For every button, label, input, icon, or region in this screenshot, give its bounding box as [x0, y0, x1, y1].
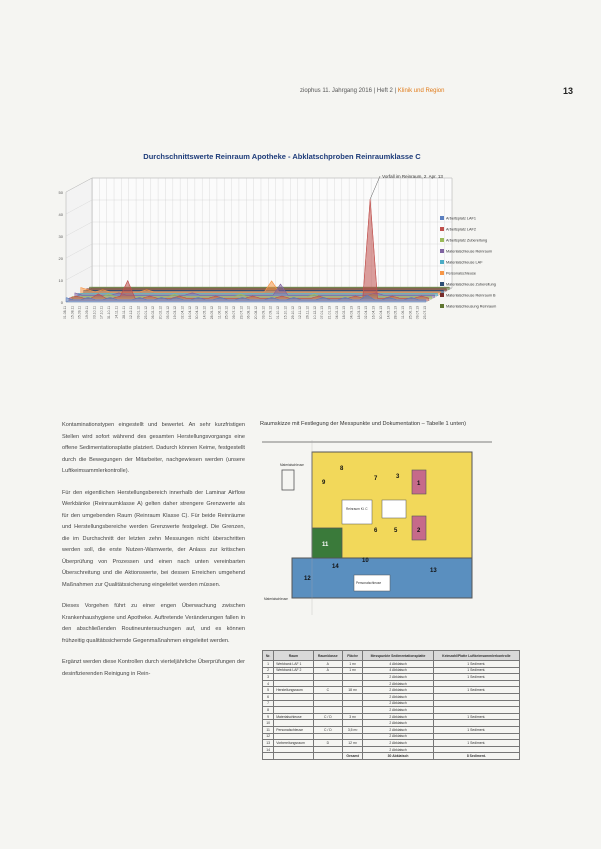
x-tick-label: 05.09.11	[77, 306, 82, 319]
chart-side-wall	[66, 178, 92, 302]
legend-label: Materialschleuse Reinraum	[446, 249, 493, 254]
legend-label: Arbeitsplatz LAF1	[446, 216, 476, 221]
table-cell	[274, 733, 314, 740]
table-cell: 2 Abklatsch	[363, 713, 433, 720]
point-label: 6	[374, 528, 378, 534]
chart-back-wall	[92, 178, 452, 288]
table-cell: A	[313, 661, 342, 668]
table-cell: 14	[263, 746, 274, 753]
table-cell: Herstellungsraum	[274, 687, 314, 694]
table-cell	[313, 674, 342, 681]
table-cell	[433, 720, 519, 727]
table-cell: 13	[263, 740, 274, 747]
table-row	[263, 733, 520, 740]
point-label: 5	[394, 528, 398, 534]
x-tick-label: 18.02.13	[342, 306, 347, 320]
table-cell	[342, 707, 363, 714]
table-header: Fläche	[342, 651, 363, 661]
table-cell: 30 Abklatsch	[363, 753, 433, 760]
table-cell	[342, 720, 363, 727]
point-label: 14	[332, 564, 339, 570]
x-tick-label: 14.05.12	[202, 306, 207, 320]
room-label: Materialschleuse	[280, 463, 304, 467]
table-cell: 6	[263, 693, 274, 700]
table-cell	[342, 693, 363, 700]
x-tick-label: 17.10.11	[99, 306, 104, 319]
measurement-table	[262, 650, 520, 760]
table-cell: 8	[263, 707, 274, 714]
table-cell: 9	[263, 713, 274, 720]
legend-swatch	[440, 293, 444, 297]
paragraph: Dieses Vorgehen führt zu einer engen Überwachung zwischen Krankenhaushygiene und Apotheke. Auftretende Veränderungen fallen in den abschließenden Routineuntersuchungen auf, und es können frühzeitig qualitätssichernde Gegenmaßnahmen eingeleitet werden.	[62, 603, 245, 644]
table-row	[263, 746, 520, 753]
table-cell	[274, 746, 314, 753]
x-tick-label: 15.08.11	[70, 306, 75, 319]
table-header: Raumklasse	[313, 651, 342, 661]
table-header: Keimzahl/Platte Luftkeimsammlerkontrolle	[433, 651, 519, 661]
table-cell: 1 Sediment.	[433, 661, 519, 668]
table-cell: Gesamt	[342, 753, 363, 760]
table-header-row	[263, 651, 520, 661]
x-tick-label: 20.08.12	[254, 306, 259, 320]
x-tick-label: 15.10.12	[283, 306, 288, 320]
table-row	[263, 740, 520, 747]
y-tick-label: 40	[58, 212, 63, 217]
table-cell: 3 m²	[342, 713, 363, 720]
body-left-column	[62, 420, 245, 690]
legend-swatch	[440, 304, 444, 308]
table-cell	[274, 753, 314, 760]
x-tick-label: 23.01.12	[143, 306, 148, 320]
x-tick-label: 14.05.13	[386, 306, 391, 320]
point-label: 1	[417, 481, 421, 487]
x-tick-label: 01.10.12	[276, 306, 281, 320]
x-tick-label: 19.03.12	[173, 306, 178, 320]
section-label: Klinik und Region	[397, 88, 445, 94]
x-tick-label: 21.01.13	[327, 306, 332, 320]
table-cell	[313, 693, 342, 700]
table-cell: C / D	[313, 726, 342, 733]
x-tick-label: 29.10.12	[290, 306, 295, 320]
table-cell: 2 Abklatsch	[363, 720, 433, 727]
x-tick-label: 28.05.13	[393, 306, 398, 320]
paragraph: Ergänzt werden diese Kontrollen durch vierteljährliche Überprüfungen der desinfizierenden Reinigung in Rein-	[62, 659, 245, 677]
table-cell: 2 Abklatsch	[363, 726, 433, 733]
table-header: Nr.	[263, 651, 274, 661]
table-cell: 1 Sediment.	[433, 667, 519, 674]
table-cell: 2 Abklatsch	[363, 700, 433, 707]
table-cell: Personalschleuse	[274, 726, 314, 733]
point-label: 12	[304, 576, 311, 582]
x-tick-label: 02.04.12	[180, 306, 185, 320]
page-number: 13	[562, 86, 573, 96]
table-cell	[313, 733, 342, 740]
legend-swatch	[440, 260, 444, 264]
x-tick-label: 26.11.12	[305, 306, 310, 319]
legend-swatch	[440, 227, 444, 231]
table-cell: 1	[263, 661, 274, 668]
x-tick-label: 25.06.12	[224, 306, 229, 320]
separator: |	[394, 88, 398, 94]
table-cell	[274, 674, 314, 681]
legend-label: Materialschleusung Reinraum	[446, 304, 497, 309]
x-tick-label: 06.02.12	[151, 306, 156, 320]
x-tick-label: 04.03.13	[349, 306, 354, 320]
table-header: Raum	[274, 651, 314, 661]
table-row	[263, 687, 520, 694]
x-tick-label: 11.06.13	[400, 306, 405, 319]
legend-swatch	[440, 282, 444, 286]
point-label: 8	[340, 466, 344, 472]
y-tick-label: 0	[60, 300, 63, 305]
table-cell: 12	[263, 733, 274, 740]
point-label: 9	[322, 480, 326, 486]
room-label: Materialschleuse	[264, 597, 288, 601]
y-tick-label: 20	[58, 256, 63, 261]
table-cell: C	[313, 687, 342, 694]
table-cell: 2 Abklatsch	[363, 707, 433, 714]
y-tick-label: 10	[58, 278, 63, 283]
table-cell: 3	[263, 674, 274, 681]
table-cell: Werkbank LAF 2	[274, 667, 314, 674]
floor-plan-diagram	[262, 440, 492, 615]
table-cell: 1 Sediment.	[433, 687, 519, 694]
x-tick-label: 30.04.12	[195, 306, 200, 320]
table-cell: 11	[263, 726, 274, 733]
table-header: Messpunkte Sedimentationsplatte	[363, 651, 433, 661]
table-cell	[274, 720, 314, 727]
x-tick-label: 05.03.12	[165, 306, 170, 320]
x-tick-label: 11.06.12	[217, 306, 222, 319]
table-cell	[313, 700, 342, 707]
separator: |	[373, 88, 377, 94]
x-tick-label: 09.07.13	[415, 306, 420, 320]
table-cell: 1 Sediment.	[433, 674, 519, 681]
legend-label: Materialschleuse LAF	[446, 260, 483, 265]
x-tick-label: 23.07.13	[423, 306, 427, 320]
x-tick-label: 03.10.11	[92, 306, 97, 319]
table-cell: 1 Sediment.	[433, 713, 519, 720]
x-tick-label: 31.10.11	[107, 306, 112, 319]
table-cell	[342, 746, 363, 753]
x-tick-label: 23.07.12	[239, 306, 244, 320]
table-cell: 2 Abklatsch	[363, 733, 433, 740]
table-cell	[433, 746, 519, 753]
table-cell: 1 m²	[342, 667, 363, 674]
note-box-right	[382, 500, 406, 518]
legend-label: Arbeitsplatz Zubereitung	[446, 238, 488, 243]
legend-label: Materialschleuse Zubereitung	[446, 282, 496, 287]
table-cell: 2	[263, 667, 274, 674]
x-tick-label: 10.12.12	[312, 306, 317, 320]
legend-swatch	[440, 238, 444, 242]
table-cell	[263, 753, 274, 760]
table-cell: 2 Abklatsch	[363, 687, 433, 694]
table-cell: 1 m²	[342, 661, 363, 668]
table-footer-row	[263, 753, 520, 760]
point-label: 2	[417, 528, 421, 534]
table-row	[263, 667, 520, 674]
room-label: Reinraum Kl. C	[346, 507, 368, 511]
table-row	[263, 674, 520, 681]
table-cell: 1 Sediment.	[433, 726, 519, 733]
x-tick-label: 16.04.13	[371, 306, 376, 320]
chart-title: Durchschnittswerte Reinraum Apotheke - Abklatschproben Reinraumklasse C	[143, 152, 421, 161]
x-tick-label: 07.01.13	[320, 306, 325, 320]
x-tick-label: 06.08.12	[246, 306, 251, 320]
legend-label: Materialschleuse Reinraum B	[446, 293, 496, 298]
table-cell: 2 Abklatsch	[363, 680, 433, 687]
cleanroom-chart	[48, 170, 513, 400]
table-cell: 4	[263, 680, 274, 687]
table-cell	[433, 693, 519, 700]
legend-swatch	[440, 216, 444, 220]
table-cell	[342, 733, 363, 740]
table-cell: 4 Abklatsch	[363, 667, 433, 674]
table-cell	[433, 733, 519, 740]
table-cell: Vorbereitungsraum	[274, 740, 314, 747]
table-row	[263, 693, 520, 700]
x-tick-label: 28.05.12	[209, 306, 214, 320]
legend-swatch	[440, 249, 444, 253]
x-tick-label: 14.11.11	[114, 306, 119, 319]
table-cell	[313, 680, 342, 687]
table-cell	[433, 707, 519, 714]
table-cell	[274, 700, 314, 707]
journal-info	[300, 88, 444, 94]
point-label: 11	[322, 542, 329, 548]
table-cell	[274, 693, 314, 700]
legend-label: Personalschleuse	[446, 271, 476, 276]
x-tick-label: 16.04.12	[187, 306, 192, 320]
table-cell: C / D	[313, 713, 342, 720]
table-cell	[433, 680, 519, 687]
table-cell	[342, 680, 363, 687]
table-cell	[274, 680, 314, 687]
x-tick-label: 12.11.12	[298, 306, 303, 319]
table-cell: 7	[263, 700, 274, 707]
x-tick-label: 09.01.12	[136, 306, 141, 320]
table-cell	[313, 707, 342, 714]
x-tick-label: 28.11.11	[121, 306, 126, 319]
paragraph: Kontaminationstypen eingestellt und bewertet. An sehr kurzfristigen Stellen wird sofort während des gesamten Herstellungsvorgangs eine offene Sedimentationsplatte platziert. Dadurch können Keime, festgestellt durch die Bewegungen der Mitarbeiter, nachgewiesen werden (unsere Luftkeimsammlerkontrolle).	[62, 422, 245, 474]
table-cell: Materialschleuse	[274, 713, 314, 720]
journal-name: ziophus 11. Jahrgang 2016	[300, 88, 372, 94]
table-cell: A	[313, 667, 342, 674]
table-cell: D	[313, 740, 342, 747]
x-tick-label: 18.03.13	[356, 306, 361, 320]
point-label: 3	[396, 474, 400, 480]
table-cell	[274, 707, 314, 714]
table-cell: 2 Abklatsch	[363, 746, 433, 753]
table-cell: 2 Abklatsch	[363, 693, 433, 700]
table-cell: 1 Sediment.	[433, 740, 519, 747]
point-label: 10	[362, 558, 369, 564]
table-cell: 18 m²	[342, 687, 363, 694]
issue-label: Heft 2	[376, 88, 393, 94]
y-tick-label: 50	[58, 190, 63, 195]
table-row	[263, 707, 520, 714]
table-cell: 5	[263, 687, 274, 694]
legend-label: Arbeitsplatz LAF2	[446, 227, 476, 232]
x-tick-label: 17.09.12	[268, 306, 273, 320]
table-row	[263, 680, 520, 687]
table-row	[263, 661, 520, 668]
table-cell	[313, 753, 342, 760]
x-tick-label: 25.06.13	[408, 306, 413, 320]
table-row	[263, 720, 520, 727]
table-row	[263, 713, 520, 720]
table-row	[263, 700, 520, 707]
x-tick-label: 04.02.13	[334, 306, 339, 320]
table-cell	[433, 700, 519, 707]
x-tick-label: 01.08.11	[63, 306, 67, 319]
point-label: 13	[430, 568, 437, 574]
note-box-left	[342, 500, 372, 524]
table-row	[263, 726, 520, 733]
table-cell: 4 Abklatsch	[363, 661, 433, 668]
table-cell	[342, 700, 363, 707]
page-header	[300, 86, 573, 100]
paragraph: Für den eigentlichen Herstellungsbereich innerhalb der Laminar Airflow Werkbänke (Reinraumklasse A) gelten daher strengere Grenzwerte als für den umgebenden Raum (Reinraum Klasse C). Für beide Reinräume und Herstellungsbereiche werden Grenzwerte festgelegt. Die Grenzen, die im Durchschnitt der letzten zehn Messungen nicht überschritten werden soll, die erste Nutzen-Warnwerte, der Anlass zur kritischen Überprüfung von Prozessen und einen nach unten vereinbarten Überschreitung und die Aktionswerte, bei dessen Erreichen umgehend Maßnahmen zur Qualitätssicherung eingeleitet werden müssen.	[62, 489, 245, 588]
table-cell	[313, 746, 342, 753]
figure-caption: Raumskizze mit Festlegung der Messpunkte und Dokumentation – Tabelle 1 unten)	[260, 421, 467, 427]
table-cell	[342, 674, 363, 681]
point-label: 7	[374, 476, 378, 482]
y-tick-label: 30	[58, 234, 63, 239]
table-cell: 2 Abklatsch	[363, 674, 433, 681]
room-label: Personalschleuse	[356, 581, 382, 585]
table-cell: 2 Abklatsch	[363, 740, 433, 747]
x-tick-label: 12.12.11	[129, 306, 134, 319]
x-tick-label: 20.02.12	[158, 306, 163, 320]
legend-swatch	[440, 271, 444, 275]
table-body	[263, 661, 520, 760]
table-cell: 10	[263, 720, 274, 727]
table-cell: Werkbank LAF 1	[274, 661, 314, 668]
table-cell: 12 m²	[342, 740, 363, 747]
table-cell: 8 Sediment.	[433, 753, 519, 760]
x-tick-label: 09.07.12	[231, 306, 236, 320]
table-cell	[313, 720, 342, 727]
x-tick-label: 03.09.12	[261, 306, 266, 320]
chart-annotation: Vorfall im Reinraum, 2. Apr. 13	[382, 174, 443, 179]
x-tick-label: 30.04.13	[378, 306, 383, 320]
table-cell: 3,5 m²	[342, 726, 363, 733]
x-tick-label: 02.04.13	[364, 306, 369, 320]
x-tick-label: 19.09.11	[85, 306, 90, 319]
